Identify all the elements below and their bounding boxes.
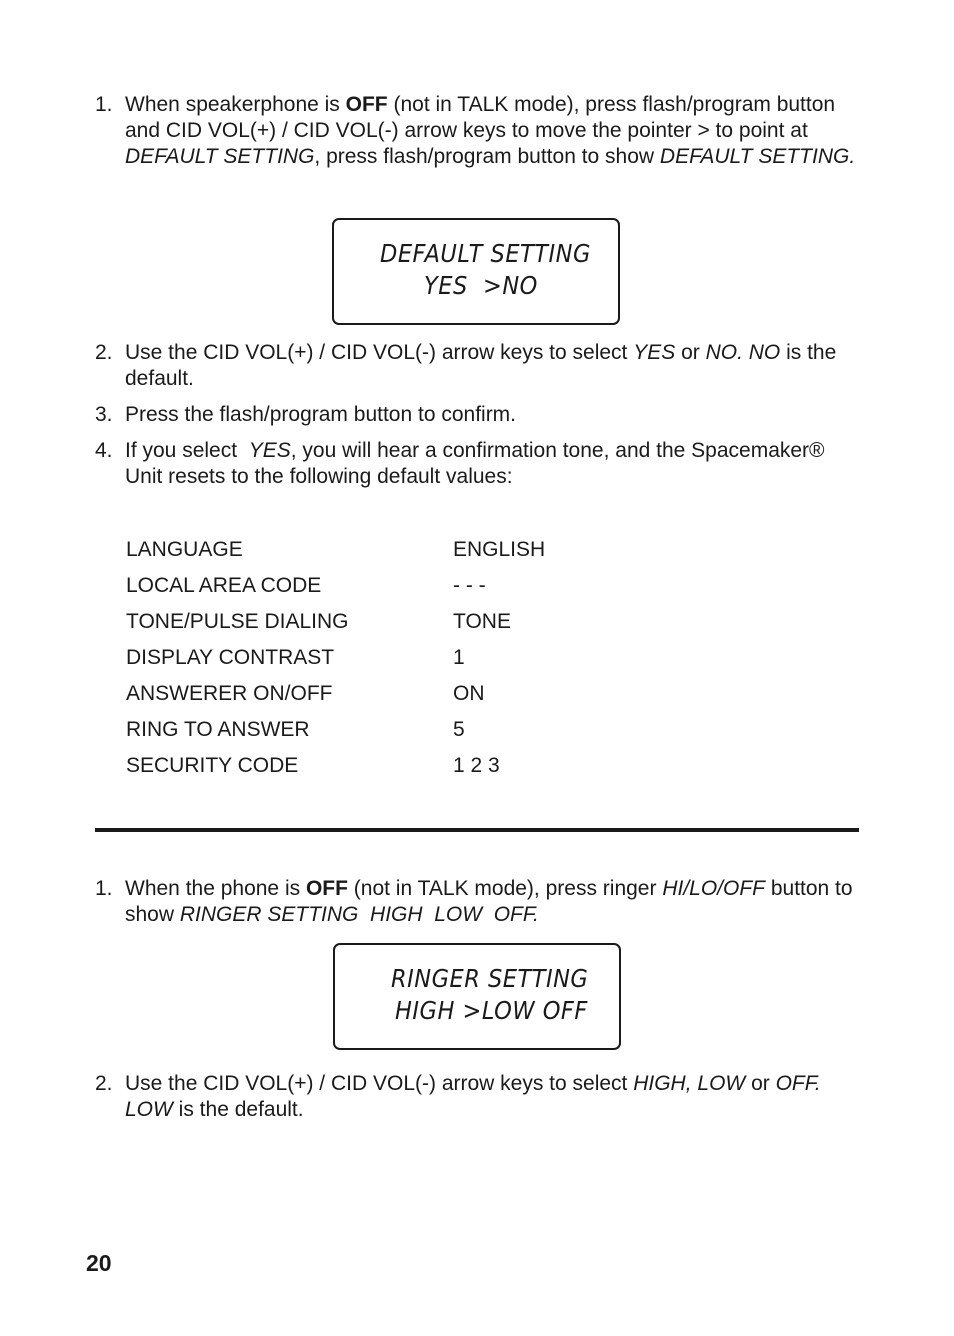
setting-name: RING TO ANSWER (126, 718, 310, 741)
step-number: 2. (95, 1072, 113, 1095)
setting-name: LANGUAGE (126, 538, 243, 561)
lcd-line-2: HIGH >LOW OFF (395, 996, 588, 1025)
step-number: 2. (95, 341, 113, 364)
default-setting-step-3 (95, 402, 865, 428)
setting-name: SECURITY CODE (126, 754, 299, 777)
off-keyword: OFF (345, 93, 388, 116)
setting-name: LOCAL AREA CODE (126, 574, 322, 597)
setting-value: - - - (453, 574, 486, 597)
setting-name: DISPLAY CONTRAST (126, 646, 335, 669)
ringer-setting-step-2 (95, 1071, 865, 1123)
step-number: 4. (95, 439, 113, 462)
step-text: If you select YES, you will hear a confirmation tone, and the Spacemaker® Unit resets to the following default values: (125, 439, 831, 488)
ringer-setting-step-1 (95, 876, 865, 928)
default-setting-step-2 (95, 340, 865, 392)
step-text: When the phone is OFF (not in TALK mode), press ringer HI/LO/OFF button to show RINGER SETTING HIGH LOW OFF. (125, 877, 859, 926)
setting-value: TONE (453, 610, 511, 633)
step-number: 1. (95, 877, 113, 900)
default-setting-term: DEFAULT SETTING (125, 145, 315, 168)
step-number: 3. (95, 403, 113, 426)
default-setting-step-4 (95, 438, 865, 490)
setting-value: ENGLISH (453, 538, 546, 561)
setting-name: ANSWERER ON/OFF (126, 682, 333, 705)
section-divider (95, 828, 859, 832)
step-text: Use the CID VOL(+) / CID VOL(-) arrow keys to select YES or NO. NO is the default. (125, 341, 837, 390)
step-text: When speakerphone is OFF (not in TALK mode), press flash/program button and CID VOL(+) / CID VOL(-) arrow keys to move the pointer > to point at DEFAULT SETTING, press flash/program button to show DEFAULT SETTING. (125, 93, 856, 168)
step-text: Use the CID VOL(+) / CID VOL(-) arrow keys to select HIGH, LOW or OFF. LOW is the default. (125, 1072, 821, 1121)
lcd-line-1: RINGER SETTING (391, 964, 589, 993)
off-keyword: OFF (305, 877, 348, 900)
step-text: Press the flash/program button to confirm. (125, 403, 517, 426)
default-setting-term: DEFAULT SETTING. (659, 145, 856, 168)
setting-name: TONE/PULSE DIALING (126, 610, 349, 633)
lcd-line-1: DEFAULT SETTING (380, 239, 591, 268)
setting-value: 5 (453, 718, 465, 741)
lcd-display-default-setting (332, 218, 620, 325)
setting-value: 1 2 3 (453, 754, 500, 777)
setting-value: ON (453, 682, 485, 705)
setting-value: 1 (453, 646, 465, 669)
lcd-display-ringer-setting (333, 943, 621, 1050)
step-number: 1. (95, 93, 113, 116)
lcd-line-2: YES >NO (424, 271, 538, 300)
default-setting-step-1 (95, 92, 865, 170)
page-number: 20 (86, 1250, 112, 1276)
